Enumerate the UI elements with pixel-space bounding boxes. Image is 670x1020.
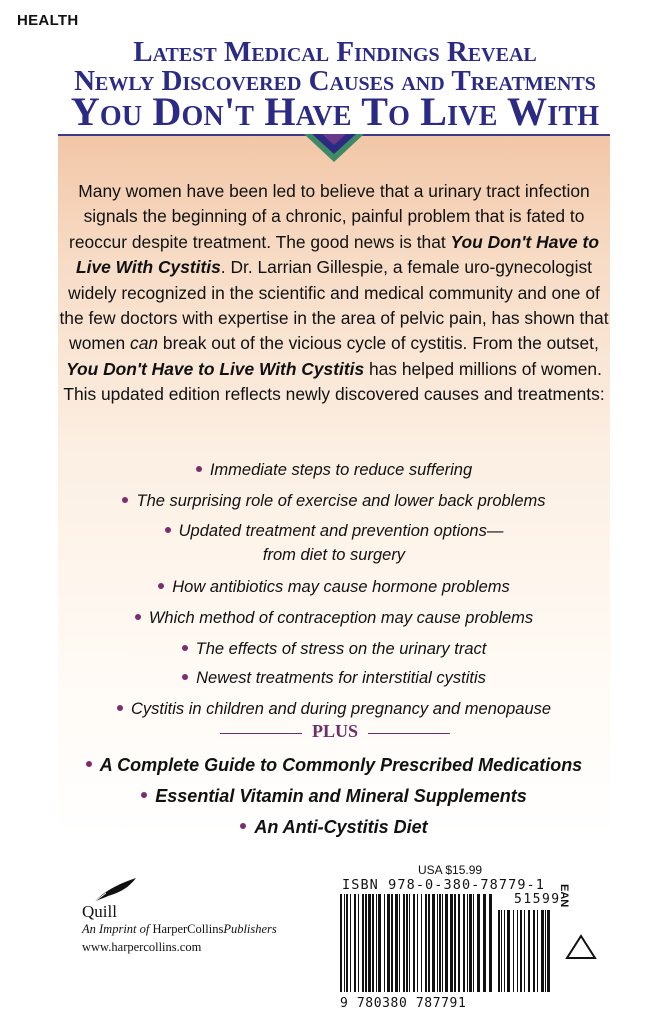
plus-item: An Anti-Cystitis Diet	[58, 814, 610, 845]
barcode-bar	[547, 910, 550, 992]
barcode-bar	[428, 894, 430, 992]
book-title: You Don't Have To Live With	[70, 89, 600, 134]
publisher-imprint: An Imprint of HarperCollinsPublishers	[82, 922, 277, 936]
barcode-icon	[338, 894, 560, 998]
bullet-icon	[165, 527, 171, 533]
barcode-bar	[501, 910, 502, 992]
barcode-bar	[432, 894, 435, 992]
chevron-ornament-icon	[304, 134, 364, 162]
bullet-icon	[86, 761, 92, 767]
barcode-bar	[483, 894, 486, 992]
barcode-bar	[524, 910, 525, 992]
barcode-bar	[528, 910, 530, 992]
barcode-bar	[417, 894, 418, 992]
barcode-bar	[537, 910, 538, 992]
ean-label: EAN	[558, 884, 570, 908]
description-segment: Many women have been led to believe that a urinary tract infection signals the beginning of a chronic, painful problem that is fated to reoccur despite treatment. The good news is that	[69, 181, 590, 252]
description-emphasis: can	[130, 333, 159, 354]
bullet-icon	[158, 583, 164, 589]
barcode-bar	[413, 894, 415, 992]
headline-line-1: Latest Medical Findings Reveal	[133, 36, 537, 68]
barcode-bar	[533, 910, 535, 992]
barcode-bar	[421, 894, 422, 992]
feature-item: Cystitis in children and during pregnancy and menopause	[58, 696, 610, 727]
description-segment: has helped millions of women. This updated edition reflects newly discovered causes and treatments:	[63, 358, 605, 405]
price-label: USA $15.99	[418, 863, 483, 877]
category-label: HEALTH	[17, 12, 79, 29]
barcode-bar	[541, 910, 544, 992]
feature-item: The surprising role of exercise and lower back problems	[58, 488, 610, 519]
bullet-icon	[182, 645, 188, 651]
barcode-bar	[391, 894, 393, 992]
barcode-bar	[463, 894, 465, 992]
barcode-bar	[520, 910, 522, 992]
barcode-bar	[442, 894, 443, 992]
barcode-bar	[378, 894, 381, 992]
barcode-bar	[362, 894, 364, 992]
feature-item: How antibiotics may cause hormone problems	[58, 574, 610, 605]
bullet-icon	[117, 705, 123, 711]
feature-list	[58, 457, 610, 727]
barcode-bar	[489, 894, 492, 992]
feature-item-continued: from diet to surgery	[262, 546, 406, 564]
feature-item: The effects of stress on the urinary tract	[58, 636, 610, 665]
plus-label: PLUS	[311, 721, 358, 741]
barcode-bar	[507, 910, 510, 992]
bullet-icon	[122, 497, 128, 503]
plus-item: Essential Vitamin and Mineral Supplements	[58, 783, 610, 814]
barcode-bar	[513, 910, 514, 992]
triangle-icon	[565, 934, 597, 960]
bullet-icon	[196, 466, 202, 472]
barcode-bar	[473, 894, 474, 992]
barcode-bar	[384, 894, 385, 992]
description-book-title: You Don't Have to Live With Cystitis	[66, 358, 365, 379]
barcode-bar	[425, 894, 427, 992]
feature-item: Newest treatments for interstitial cystitis	[58, 665, 610, 696]
barcode-bar	[545, 910, 546, 992]
description-text	[58, 179, 610, 408]
barcode-bar	[372, 894, 374, 992]
feature-item: Which method of contraception may cause problems	[58, 605, 610, 636]
barcode-number: 9 780380 787791	[340, 996, 467, 1011]
barcode-bar	[467, 894, 468, 992]
bullet-icon	[135, 614, 141, 620]
barcode-bar	[409, 894, 410, 992]
bullet-icon	[182, 674, 188, 680]
addon-number: 51599	[514, 892, 561, 907]
quill-feather-icon	[92, 876, 138, 904]
feature-item: Updated treatment and prevention options—	[58, 519, 610, 543]
barcode-bar	[445, 894, 448, 992]
barcode-bar	[350, 894, 351, 992]
barcode-bar	[454, 894, 456, 992]
barcode-bar	[450, 894, 453, 992]
barcode-bar	[477, 894, 480, 992]
headline-line-2: Newly Discovered Causes and Treatments	[74, 65, 596, 97]
barcode-bar	[504, 910, 505, 992]
barcode-bar	[403, 894, 405, 992]
description-segment: . Dr. Larrian Gillespie, a female uro-gynecologist widely recognized in the scientific and medical community and one of the few doctors with expertise in the area of pelvic pain, has shown that women	[59, 257, 609, 354]
barcode-bar	[395, 894, 398, 992]
barcode-bar	[344, 894, 345, 992]
description-book-title: You Don't Have to Live With Cystitis	[76, 231, 599, 278]
barcode-bar	[376, 894, 377, 992]
barcode-bar	[354, 894, 356, 992]
plus-divider	[220, 721, 450, 745]
isbn-label: ISBN 978-0-380-78779-1	[342, 877, 546, 893]
publisher-name: Quill	[82, 902, 117, 921]
barcode-bar	[469, 894, 472, 992]
barcode-bar	[406, 894, 408, 992]
publisher-website: www.harpercollins.com	[82, 940, 202, 954]
barcode-bar	[346, 894, 348, 992]
bullet-icon	[240, 823, 246, 829]
barcode-bar	[517, 910, 518, 992]
barcode-bar	[458, 894, 460, 992]
barcode-bar	[437, 894, 438, 992]
barcode-bar	[365, 894, 367, 992]
barcode-bar	[387, 894, 390, 992]
feature-item: Immediate steps to reduce suffering	[58, 457, 610, 488]
barcode-bar	[399, 894, 400, 992]
plus-item: A Complete Guide to Commonly Prescribed Medications	[58, 752, 610, 783]
barcode-bar	[498, 910, 500, 992]
barcode-bar	[358, 894, 359, 992]
bullet-icon	[141, 792, 147, 798]
barcode-bar	[340, 894, 342, 992]
description-segment: break out of the vicious cycle of cystitis. From the outset,	[158, 333, 599, 354]
barcode-bar	[368, 894, 371, 992]
barcode-bar	[439, 894, 441, 992]
plus-list	[58, 752, 610, 845]
